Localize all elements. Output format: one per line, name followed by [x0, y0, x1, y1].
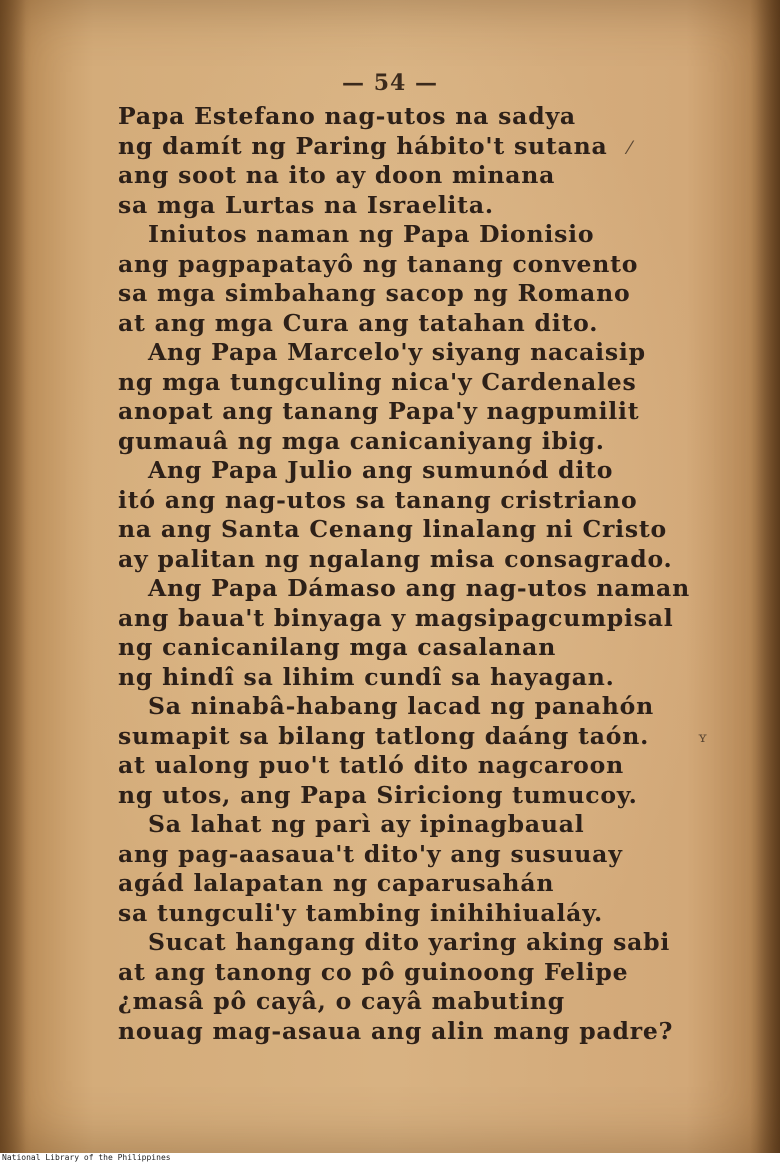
text-line: ng damít ng Paring hábito't sutana	[118, 131, 608, 160]
text-line: ang pagpapatayô ng tanang convento	[118, 249, 639, 278]
text-line: sa mga simbahang sacop ng Romano	[118, 279, 631, 307]
text-line: sa tungculi'y tambing inihihiualáy.	[118, 898, 603, 927]
text-line: ang soot na ito ay doon minana	[118, 161, 556, 189]
text-line: na ang Santa Cenang linalang ni Cristo	[118, 515, 668, 543]
text-line: at ualong puo't tatló dito nagcaroon	[118, 751, 624, 779]
text-line: ay palitan ng ngalang misa consagrado.	[118, 544, 673, 573]
text-line: ang baua't binyaga y magsipagcumpisal	[118, 603, 674, 632]
text-line: ng mga tungculing nica'y Cardenales	[118, 367, 637, 396]
text-line: Sucat hangang dito yaring aking sabi	[148, 928, 671, 956]
text-line: ng hindî sa lihim cundî sa hayagan.	[118, 662, 615, 691]
text-line: Sa lahat ng parì ay ipinagbaual	[148, 810, 585, 838]
text-line: Ang Papa Dámaso ang nag-utos naman	[148, 574, 690, 602]
text-line: Ang Papa Marcelo'y siyang nacaisip	[148, 338, 646, 366]
text-line: ng utos, ang Papa Siriciong tumucoy.	[118, 780, 638, 809]
text-line: Sa ninabâ-habang lacad ng panahón	[148, 692, 655, 720]
text-line: gumauâ ng mga canicaniyang ibig.	[118, 426, 605, 455]
text-line: at ang tanong co pô guinoong Felipe	[118, 957, 629, 986]
text-line: itó ang nag-utos sa tanang cristriano	[118, 485, 638, 514]
page-edge-shadow-right	[750, 0, 780, 1153]
text-line: sa mga Lurtas na Israelita.	[118, 190, 494, 219]
text-line: Iniutos naman ng Papa Dionisio	[148, 220, 595, 248]
pencil-mark: ⁄	[628, 138, 632, 159]
ink-speck: ʏ	[698, 730, 708, 746]
poem-text-block	[118, 102, 690, 1046]
text-line: nouag mag-asaua ang alin mang padre?	[118, 1016, 674, 1045]
text-line: at ang mga Cura ang tatahan dito.	[118, 308, 599, 337]
text-line: anopat ang tanang Papa'y nagpumilit	[118, 397, 640, 425]
page-edge-shadow-left	[0, 0, 26, 1153]
text-line: ang pag-aasaua't dito'y ang susuuay	[118, 839, 623, 868]
text-line: ng canicanilang mga casalanan	[118, 633, 557, 661]
text-line: sumapit sa bilang tatlong daáng taón.	[118, 721, 650, 750]
page-number: — 54 —	[342, 70, 438, 96]
library-credit: National Library of the Philippines	[2, 1153, 780, 1163]
text-line: ¿masâ pô cayâ, o cayâ mabuting	[118, 987, 565, 1015]
text-line: Ang Papa Julio ang sumunód dito	[148, 456, 614, 484]
text-line: agád lalapatan ng caparusahán	[118, 869, 555, 897]
text-line: Papa Estefano nag-utos na sadya	[118, 102, 576, 130]
